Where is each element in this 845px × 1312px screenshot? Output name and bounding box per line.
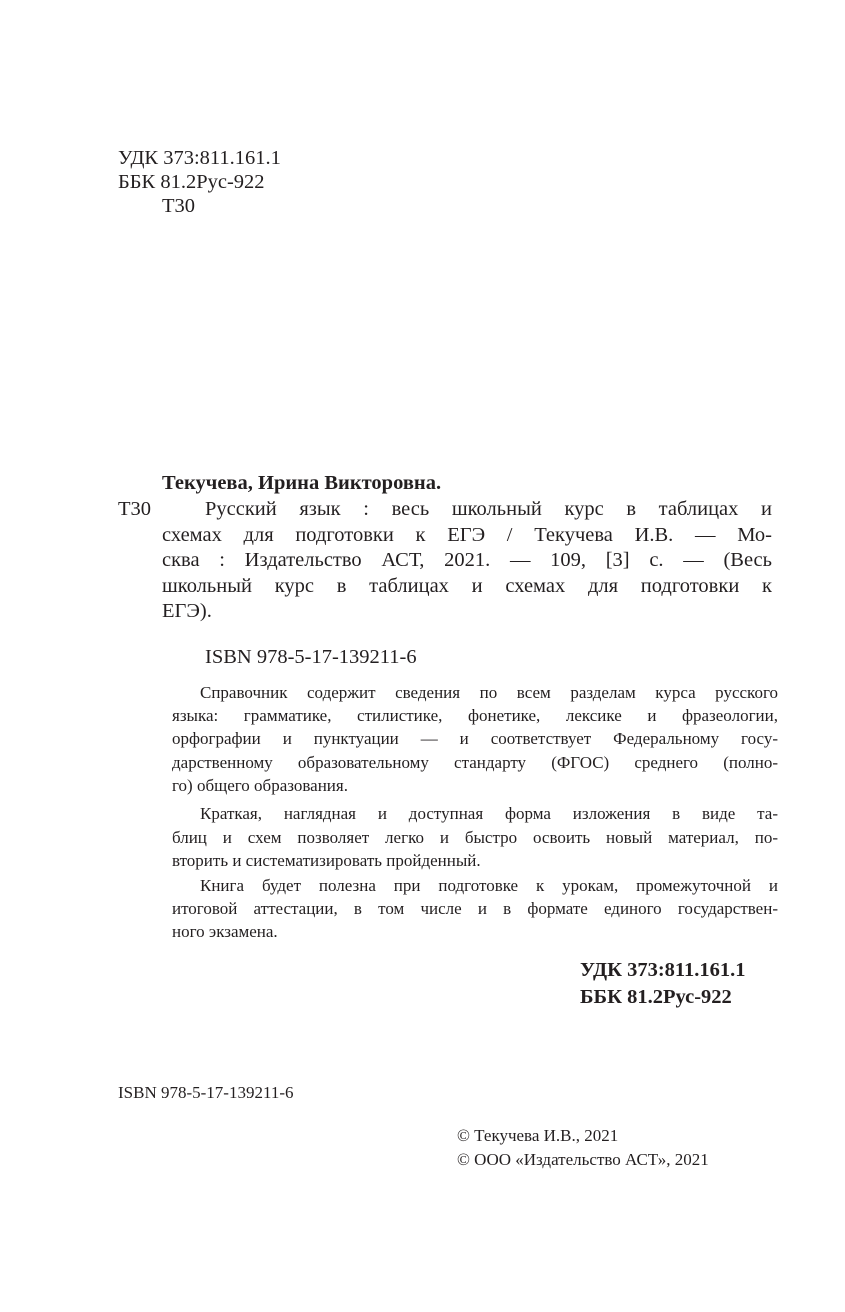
entry-line: схемах для подготовки к ЕГЭ / Текучева И.В. — Мо- (162, 524, 772, 546)
abstract-line: дарственному образовательному стандарту (ФГОС) среднего (полно- (172, 753, 778, 772)
abstract-line: орфографии и пунктуации — и соответствует Федеральному госу- (172, 729, 778, 748)
entry-line: сква : Издательство АСТ, 2021. — 109, [3] с. — (Весь (162, 549, 772, 571)
udk-code-bold: УДК 373:811.161.1 (580, 959, 746, 981)
abstract-line: блиц и схем позволяет легко и быстро освоить новый материал, по- (172, 828, 778, 847)
copyright-publisher: © ООО «Издательство АСТ», 2021 (457, 1150, 709, 1169)
entry-isbn: ISBN 978-5-17-139211-6 (205, 646, 417, 668)
abstract-line: ного экзамена. (172, 922, 278, 941)
entry-sign: Т30 (118, 498, 152, 520)
udk-code: УДК 373:811.161.1 (118, 147, 281, 169)
abstract-line: го) общего образования. (172, 776, 348, 795)
author-name: Текучева, Ирина Викторовна. (162, 472, 442, 494)
abstract-line: Книга будет полезна при подготовке к урокам, промежуточной и (200, 876, 778, 895)
abstract-line: языка: грамматике, стилистике, фонетике, лексике и фразеологии, (172, 706, 778, 725)
bbk-code-bold: ББК 81.2Рус-922 (580, 986, 732, 1008)
abstract-line: Справочник содержит сведения по всем разделам курса русского (200, 683, 778, 702)
entry-line: школьный курс в таблицах и схемах для подготовки к (162, 575, 772, 597)
author-sign: Т30 (162, 195, 196, 217)
entry-line: ЕГЭ). (162, 600, 212, 622)
entry-line: Русский язык : весь школьный курс в таблицах и (205, 498, 772, 520)
abstract-line: Краткая, наглядная и доступная форма изложения в виде та- (200, 804, 778, 823)
bbk-code: ББК 81.2Рус-922 (118, 171, 265, 193)
abstract-line: вторить и систематизировать пройденный. (172, 851, 481, 870)
abstract-line: итоговой аттестации, в том числе и в формате единого государствен- (172, 899, 778, 918)
footer-isbn: ISBN 978-5-17-139211-6 (118, 1083, 294, 1102)
copyright-author: © Текучева И.В., 2021 (457, 1126, 619, 1145)
